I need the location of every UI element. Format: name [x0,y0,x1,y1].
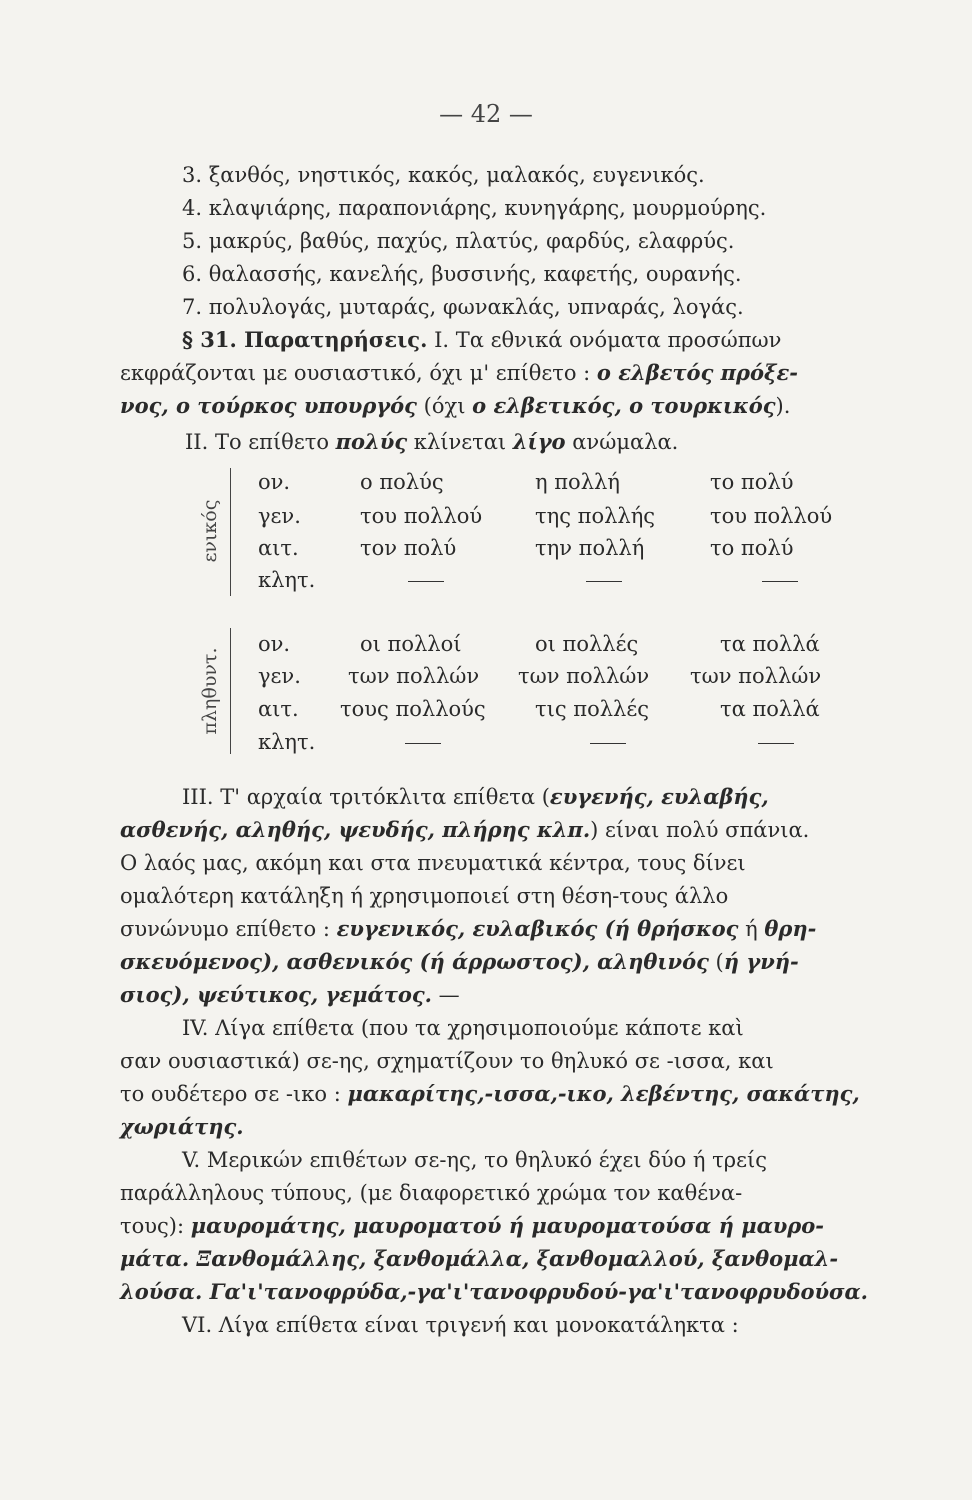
dash [758,730,794,754]
case-label: γεν. [258,504,301,528]
para-5-line-2: παράλληλους τύπους, (με διαφορετικό χρώμα τον καθένα- [120,1181,743,1205]
table-cell: των πολλών [348,664,480,688]
singular-bracket [230,468,239,596]
table-cell: την πολλή [535,536,645,560]
case-label: κλητ. [258,730,316,754]
para-4-line-3: το ουδέτερο σε -ικο : μακαρίτης,-ισσα,-ικο, λεβέντης, σακάτης, [120,1081,860,1106]
table-cell: τον πολύ [360,536,457,560]
table-cell: οι πολλοί [360,632,462,656]
list-item-6: 6. θαλασσής, κανελής, βυσσινής, καφετής, ουρανής. [182,262,742,286]
plural-bracket [230,628,239,754]
list-item-5: 5. μακρύς, βαθύς, παχύς, πλατύς, φαρδύς, ελαφρύς. [182,229,735,253]
para-3-line-2: ασθενής, αληθής, ψευδής, πλήρης κλπ.) είναι πολύ σπάνια. [120,817,810,842]
case-label: γεν. [258,664,301,688]
table-cell: του πολλού [360,504,483,528]
case-label: αιτ. [258,536,299,560]
table-cell: το πολύ [710,536,794,560]
para-5-line-3: τους): μαυρομάτης, μαυροματού ή μαυροματούσα ή μαυρο- [120,1213,824,1238]
para-5-line-5: λούσα. Γα'ι'τανοφρύδα,-γα'ι'τανοφρυδού-γα'ι'τανοφρυδούσα. [120,1279,868,1304]
section-heading: § 31. Παρατηρήσεις. [182,327,428,352]
plural-label: πληθυντ. [199,647,221,735]
page-number: — 42 — [439,100,533,128]
list-item-3: 3. ξανθός, νηστικός, κακός, μαλακός, ευγενικός. [182,163,705,187]
dash [408,568,444,592]
para-6-line-1: VI. Λίγα επίθετα είναι τριγενή και μονοκατάληκτα : [182,1313,739,1337]
para-3-line-1: III. Τ' αρχαία τριτόκλιτα επίθετα (ευγενής, ευλαβής, [182,784,769,809]
section-31-line-2: εκφράζονται με ουσιαστικό, όχι μ' επίθετο : ο ελβετός πρόξε- [120,360,798,385]
para-4-line-2: σαν ουσιαστικά) σε-ης, σχηματίζουν το θηλυκό σε -ισσα, και [120,1049,774,1073]
table-cell: των πολλών [518,664,650,688]
list-item-4: 4. κλαψιάρης, παραπονιάρης, κυνηγάρης, μουρμούρης. [182,196,767,220]
para-3-line-5: συνώνυμο επίθετο : ευγενικός, ευλαβικός (ή θρήσκος ή θρη- [120,916,817,941]
section-31-line-1: § 31. Παρατηρήσεις. I. Τα εθνικά ονόματα προσώπων [182,327,782,352]
table-cell: οι πολλές [535,632,639,656]
para-3-line-6: σκευόμενος), ασθενικός (ή άρρωστος), αληθινός (ή γνή- [120,949,799,974]
case-label: ον. [258,632,291,656]
table-cell: τα πολλά [720,697,820,721]
dash [590,730,626,754]
case-label: αιτ. [258,697,299,721]
section-31-line-4: II. Το επίθετο πολύς κλίνεται λίγο ανώμαλα. [185,429,679,454]
table-cell: ο πολύς [360,470,444,494]
list-item-7: 7. πολυλογάς, μυταράς, φωνακλάς, υπναράς, λογάς. [182,295,744,319]
dash [586,568,622,592]
para-4-line-4: χωριάτης. [120,1114,244,1139]
para-5-line-1: V. Μερικών επιθέτων σε-ης, το θηλυκό έχει δύο ή τρείς [182,1148,768,1172]
case-label: ον. [258,470,291,494]
singular-label: ενικός [199,499,221,563]
case-label: κλητ. [258,568,316,592]
table-cell: τις πολλές [535,697,649,721]
table-cell: τους πολλούς [340,697,486,721]
table-cell: του πολλού [710,504,833,528]
para-5-line-4: μάτα. Ξανθομάλλης, ξανθομάλλα, ξανθομαλλού, ξανθομαλ- [120,1246,839,1271]
table-cell: το πολύ [710,470,794,494]
para-3-line-4: ομαλότερη κατάληξη ή χρησιμοποιεί στη θέση-τους άλλο [120,884,729,908]
table-cell: της πολλής [535,504,656,528]
table-cell: των πολλών [690,664,822,688]
para-3-line-3: Ο λαός μας, ακόμη και στα πνευματικά κέντρα, τους δίνει [120,851,746,875]
para-4-line-1: IV. Λίγα επίθετα (που τα χρησιμοποιούμε κάποτε καὶ [182,1016,744,1040]
dash [762,568,798,592]
section-31-line-3: νος, ο τούρκος υπουργός (όχι ο ελβετικός, ο τουρκικός). [120,393,791,418]
para-3-line-7: σιος), ψεύτικος, γεμάτος. — [120,982,460,1007]
table-cell: τα πολλά [720,632,820,656]
dash [405,730,441,754]
table-cell: η πολλή [535,470,620,494]
